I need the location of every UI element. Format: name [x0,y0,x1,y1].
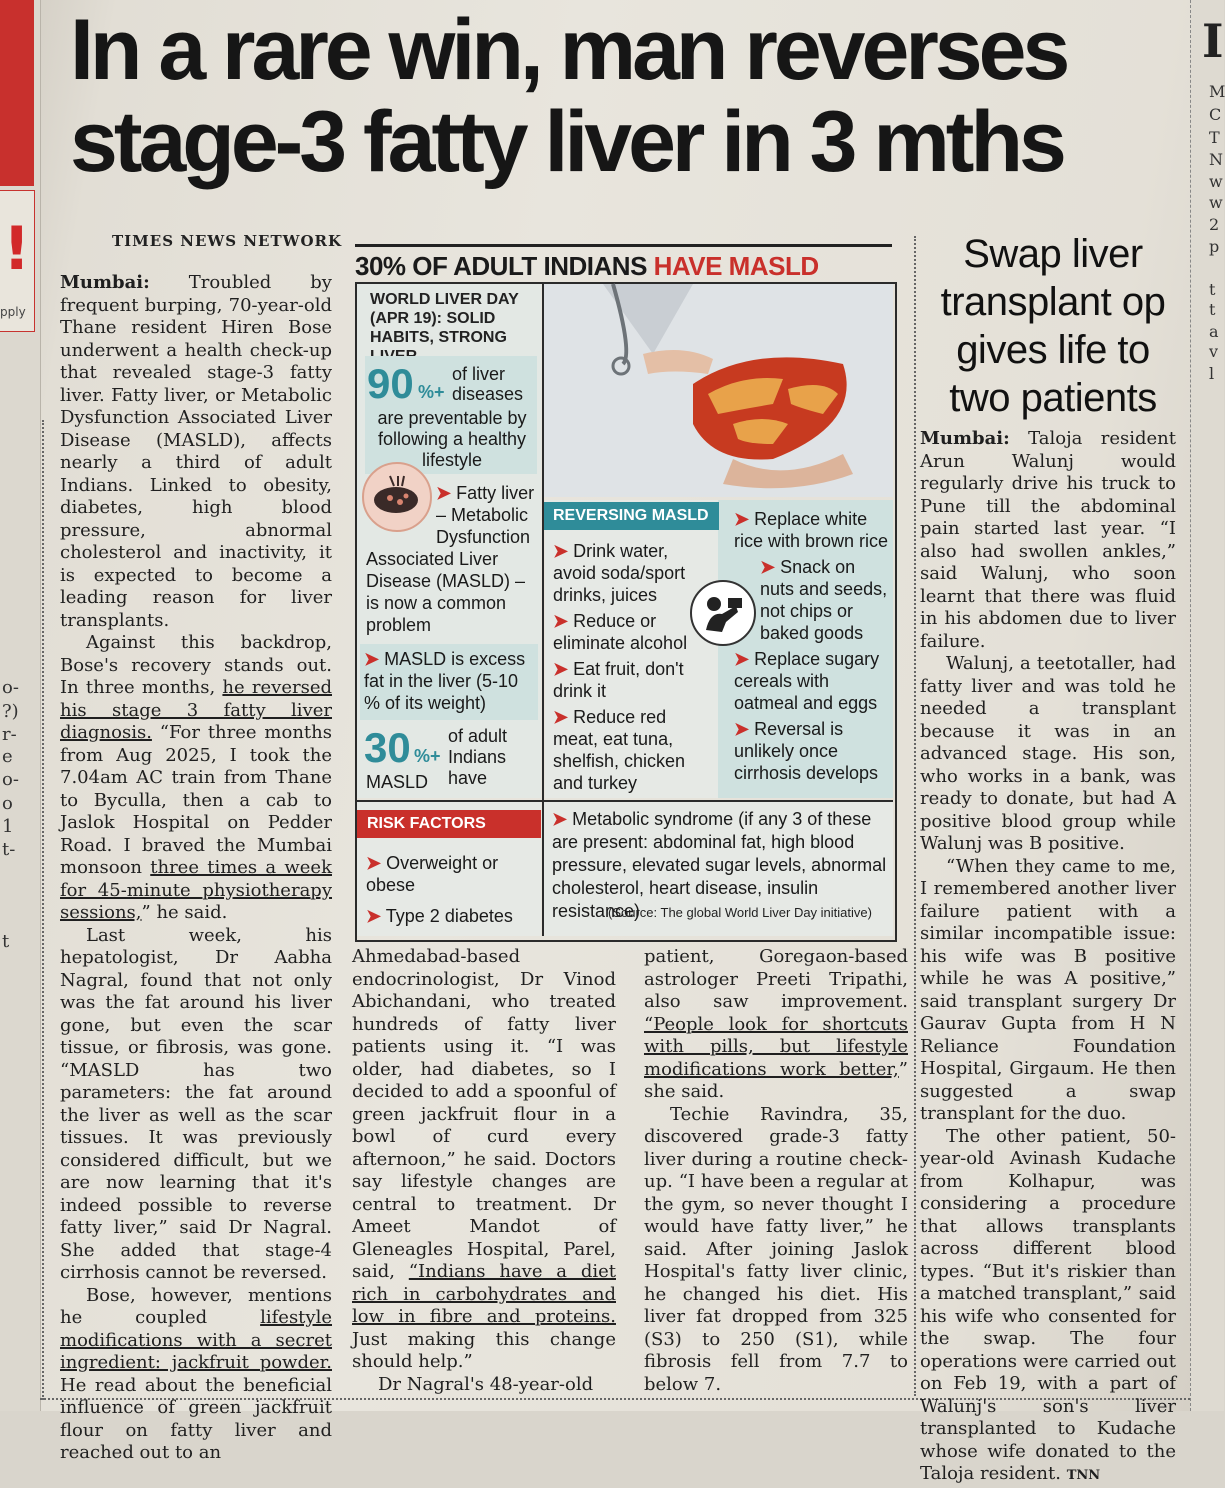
doctor-liver-illustration [543,284,893,497]
box-title-main: 30% OF ADULT INDIANS [355,251,647,281]
paragraph: ” she said. [644,1058,908,1102]
arrow-icon: ➤ [760,557,776,577]
reversing-tag: REVERSING MASLD [543,502,719,530]
left-fragment: e [2,746,13,767]
byline: TIMES NEWS NETWORK [112,232,343,250]
exclamation-icon: ! [3,214,31,284]
arrow-icon: ➤ [364,649,380,669]
risk-item [366,852,536,896]
risk-factors-tag: RISK FACTORS [357,810,541,838]
sidebar-rule [914,236,916,1396]
arrow-icon: ➤ [553,541,569,561]
reversing-right-list [734,508,892,784]
signoff: TNN [1066,1468,1101,1483]
fatty-liver-def: Fatty liver – Metabolic Dysfunction [436,483,535,547]
box-vertical-divider [542,284,544,936]
right-fragment: t [1209,300,1216,319]
headline-line-1: In a rare win, man reverses [70,2,1067,98]
left-fragment-apply: pply [0,305,26,319]
list-item [553,540,713,606]
list-item-text: Eat fruit, don't drink it [553,659,684,701]
paragraph: Dr Nagral's 48-year-old [378,1373,594,1395]
list-item-text: Replace white rice with brown rice [734,509,889,551]
paragraph: ” he said. [141,902,228,923]
arrow-icon: ➤ [553,659,569,679]
world-liver-day: WORLD LIVER DAY (APR 19): SOLID HABITS, STRONG [370,291,519,346]
risk-item-text: Type 2 diabetes [385,906,513,926]
fatty-liver-text-b: Associated Liver Disease (MASLD) – is now a common problem [366,549,526,635]
left-fragment: t [2,931,10,952]
right-fragment: a [1209,322,1219,341]
metabolic-def: Metabolic syndrome (if any 3 of these are present: abdominal fat, high blood pressure, elevated sugar levels, abnormal cholesterol, heart disease, insulin resistance) [552,809,887,921]
left-fragment: 1 [2,816,14,837]
stat-30-number: 30 [364,724,411,771]
right-fragment: N [1209,150,1223,169]
right-fragment: 2 [1209,215,1220,234]
list-item [734,556,892,644]
box-title [355,244,892,282]
left-fragment: o- [2,769,19,790]
stat-90-text-b: are preventable by following a healthy lifestyle [377,408,527,470]
paragraph: patient, Goregaon-based astrologer Preeti Tripathi, also saw improvement. [644,946,908,1012]
paragraph: Techie Ravindra, 35, discovered grade-3 fatty liver during a routine check-up. “I have been a regular at the gym, so never thought I would have fatty liver,” he said. After joining Jaslok Hospital's fatty liver clinic, he changed his diet. His liver fat dropped from 325 (S3) to 250 (S1), while fibrosis fell from 7.7 to below 7. [644,1103,908,1395]
paragraph: The other patient, 50-year-old Avinash Kudache from Kolhapur, was considering a procedure that allows transplants across different blood types. “But it's riskier than a matched transplant,” said his wife who consented for the swap. The four operations were carried out on Feb 19, with a part of Walunj's son's liver transplanted to Kudache whose wife donated to the Taloja resident. [920,1125,1176,1484]
stat-90-number: 90 [367,360,414,407]
stat-30-suffix: %+ [414,746,441,766]
arrow-icon: ➤ [734,719,750,739]
arrow-icon: ➤ [366,853,382,873]
left-fragment: o [2,793,13,814]
right-fragment: C [1209,105,1222,124]
source-note: (Source: The global World Liver Day initiative) [608,905,872,920]
box-title-accent: HAVE MASLD [653,251,819,281]
paragraph: Troubled by frequent burping, 70-year-old Thane resident Hiren Bose underwent a health check-up that revealed stage-3 fatty liver. Fatty liver, or Metabolic Dysfunction Associated Liver Disease (MASLD), affects nearly a third of adult Indians. Linked to obesity, diabetes, high blood pressure, abnormal cholesterol and inactivity, it is expected to become a leading reason for liver transplants. [60,272,332,631]
right-fragment: T [1209,128,1220,147]
list-item-text: Drink water, avoid soda/sport drinks, juices [553,541,686,605]
arrow-icon: ➤ [436,483,452,503]
paragraph: Just making this change should help.” [352,1328,616,1372]
dateline: Mumbai: [60,272,150,293]
right-fragment: t [1209,280,1216,299]
article-column-3 [644,946,908,1396]
right-fragment: l [1209,364,1215,383]
stat-30-text-a: of adult Indians have [448,726,508,788]
eating-icon [690,580,756,646]
article-column-1 [60,272,332,1465]
dateline: Mumbai: [920,428,1010,449]
underlined-quote: he reversed his stage 3 fatty liver diagnosis. [60,677,332,743]
left-fragment: o- [2,677,19,698]
article-column-2 [352,946,616,1396]
list-item-text: Replace sugary cereals with oatmeal and eggs [734,649,880,713]
list-item-text: Reversal is unlikely once cirrhosis develops [734,719,879,783]
paragraph: Bose, however, mentions he coupled [60,1284,332,1328]
right-fragment: M [1209,82,1225,101]
arrow-icon: ➤ [553,611,569,631]
list-item-text: Reduce or eliminate alcohol [553,611,688,653]
list-item-text: Reduce red meat, eat tuna, shelfish, chicken and turkey [553,707,686,793]
arrow-icon: ➤ [553,707,569,727]
headline-line-2: stage-3 fatty liver in 3 mths [70,94,1063,190]
right-fragment: w [1209,172,1223,191]
right-fragment: p [1209,237,1220,256]
underlined-quote: three times a week for 45-minute physiotherapy sessions, [60,857,332,923]
headline [70,4,1180,188]
right-fragment: w [1209,193,1223,212]
stat-90-text-a: of liver diseases [452,364,524,404]
left-fragment: t- [2,839,16,860]
paragraph: He read about the beneficial influence of green jackfruit flour on fatty liver and reached out to an [60,1374,332,1463]
risk-item-text: Overweight or obese [366,853,499,895]
list-item [734,508,892,552]
underlined-quote: “People look for shortcuts with pills, but lifestyle modifications work better, [644,1013,908,1080]
left-red-banner [0,0,34,186]
list-item [734,648,892,714]
liver-icon [362,462,432,532]
right-fragment: v [1209,342,1219,361]
list-item [553,706,713,794]
risk-item [366,905,536,927]
excess-def: MASLD is excess fat in the liver (5-10 % of its weight) [364,649,526,713]
reversing-left-list [553,540,713,794]
arrow-icon: ➤ [552,809,568,829]
excess-text [364,648,536,714]
right-fragment-big: I [1202,14,1224,68]
column-rule [42,420,44,1400]
left-fragment: r- [2,724,17,745]
underlined-quote: “Indians have a diet rich in carbohydrates and low in fibre and proteins. [352,1261,616,1327]
list-item [553,610,713,654]
paragraph: Walunj, a teetotaller, had fatty liver and was told he needed a transplant because it was in an advanced stage. His son, who works in a bank, was ready to donate, but had A positive blood group while Walunj was B positive. [920,653,1176,854]
underlined-quote: lifestyle modifications with a secret ingredient: jackfruit powder. [60,1307,332,1373]
paragraph: Ahmedabad-based endocrinologist, Dr Vinod Abichandani, who treated hundreds of fatty liver patients using it. “I was older, had diabetes, so I decided to add a spoonful of green jackfruit flour in a bowl of curd every afternoon,” he said. Doctors say lifestyle changes are central to treatment. Dr Ameet Mandot of Gleneagles Hospital, Parel, said, [352,946,616,1282]
arrow-icon: ➤ [366,906,382,926]
stat-90-suffix: %+ [418,382,445,402]
stat-30-text-b: MASLD [366,772,429,792]
list-item [734,718,892,784]
left-fragment: ?) [2,701,19,722]
paragraph: Last week, his hepatologist, Dr Aabha Nagral, found that not only was the fat around his liver gone, but even the scar tissue, or fibrosis, was gone. “MASLD has two parameters: the fat around the liver as well as the scar tissues. It was previously considered difficult, but we are now learning that it's indeed possible to reverse fatty liver,” said Dr Nagral. She added that stage-4 cirrhosis cannot be reversed. [60,924,332,1283]
arrow-icon: ➤ [734,509,750,529]
paragraph: Taloja resident Arun Walunj would regularly drive his truck to Pune till the abdominal pain started last year. “I also had swollen ankles,” said Walunj, who soon learnt that there was fluid in his abdomen due to liver failure. [920,428,1176,652]
sidebar-headline: Swap liver transplant op gives life to two patients [940,232,1166,420]
paragraph: “When they came to me, I remembered another liver failure patient with a similar incompatible issue: his wife was B positive while he was A positive,” said transplant surgery Dr Gaurav Gupta from H N Reliance Foundation Hospital, Girgaum. He then suggested a swap transplant for the duo. [920,855,1176,1124]
list-item-text: Snack on nuts and seeds, not chips or baked goods [760,557,888,643]
fatty-liver-text-a [436,482,538,548]
arrow-icon: ➤ [734,649,750,669]
paragraph: “For three months from Aug 2025, I took the 7.04am AC train from Thane to Byculla, then a cab to Jaslok Hospital on Pedder Road. I braved the Mumbai monsoon [60,722,332,878]
sidebar-story [920,428,1176,1488]
paragraph: Against this backdrop, Bose's recovery stands out. In three months, [60,632,332,698]
list-item [553,658,713,702]
